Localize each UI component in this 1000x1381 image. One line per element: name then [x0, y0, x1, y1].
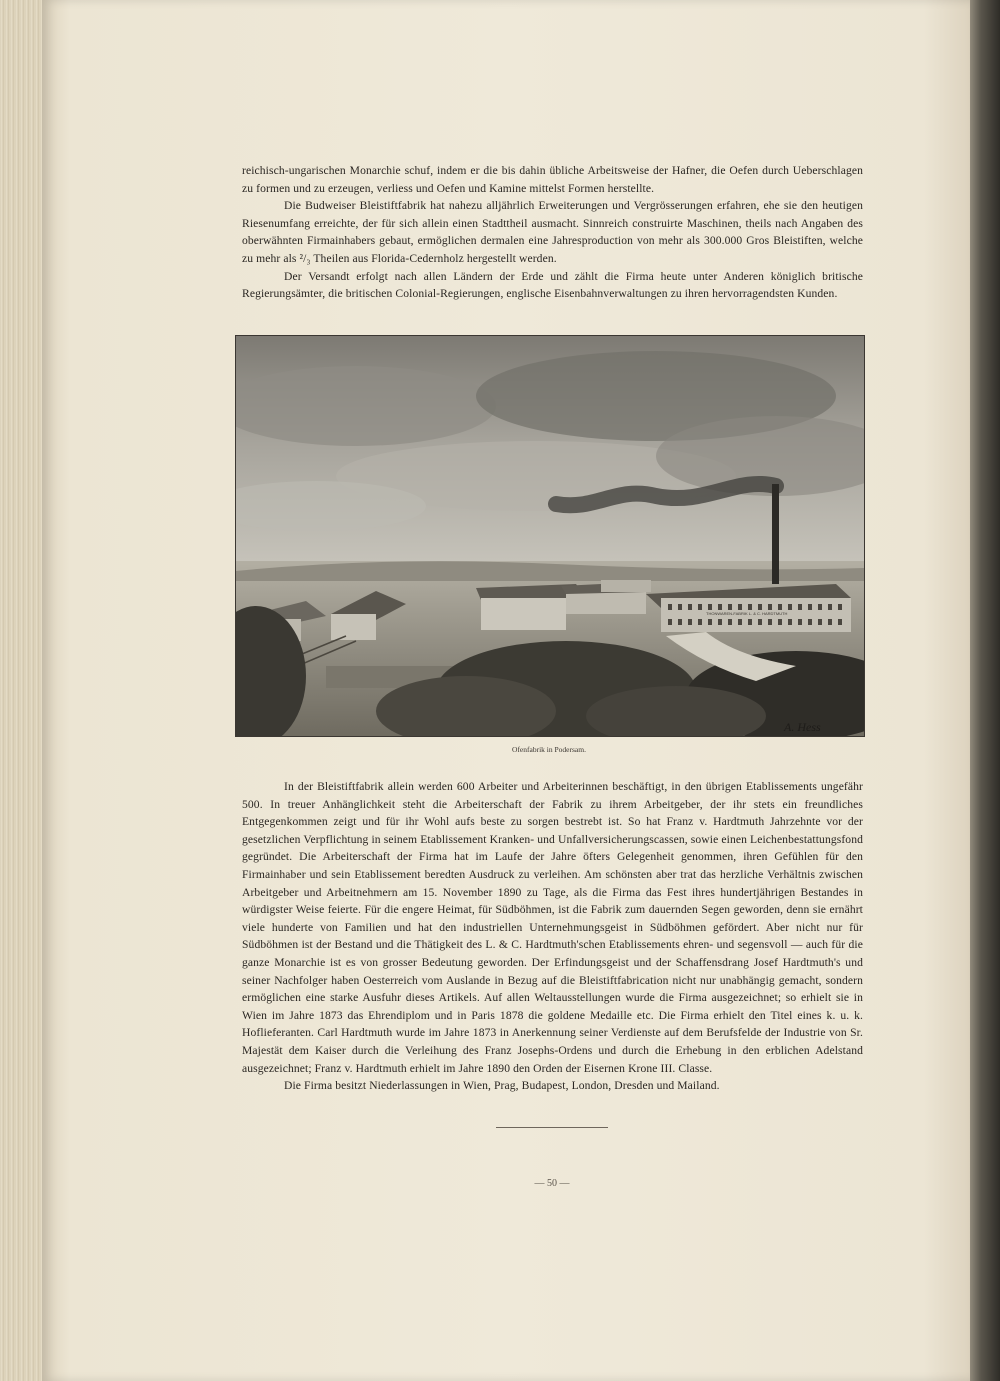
- page-number: — 50 —: [534, 1178, 570, 1189]
- top-text-block: [242, 162, 863, 303]
- building-sign: THONWAREN-FABRIK L. & C. HARDTMUTH: [706, 611, 788, 616]
- book-binding-edge: [968, 0, 1000, 1381]
- illustration-caption: Ofenfabrik in Podersam.: [512, 745, 586, 754]
- paragraph: reichisch-ungarischen Monarchie schuf, indem er die bis dahin übliche Arbeitsweise der Hafner, die Oefen durch Ueberschlagen zu formen und zu erzeugen, verliess und Oefen und Kamine mittelst Formen herstellte.: [242, 164, 863, 195]
- end-rule: [496, 1127, 608, 1128]
- book-page: [42, 0, 970, 1381]
- book-spine-page-edges: [0, 0, 42, 1381]
- factory-engraving: [236, 336, 864, 736]
- paragraph: In der Bleistiftfabrik allein werden 600 Arbeiter und Arbeiterinnen beschäftigt, in den übrigen Etablissements ungefähr 500. In treuer Anhänglichkeit steht die Arbeiterschaft der Fabrik zu ihrem Arbeitgeber, der ihr stets ein freundliches Entgegenkommen zeigt und für ihr Wohl aufs beste zu sorgen bestrebt ist. So hat Franz v. Hardtmuth Jahrzehnte vor der gesetzlichen Verpflichtung in seinem Etablissement Kranken- und Unfallversicherungscassen, sowie einen Leichenbestattungsfond gegründet. Die Arbeiterschaft der Firma hat im Laufe der Jahre öfters Gelegenheit genommen, ihren Gefühlen für den Firmainhaber und sein Etablissement beredten Ausdruck zu verleihen. Am schönsten aber trat das herzliche Verhältnis zwischen Arbeitgeber und Arbeitnehmern am 15. November 1890 zu Tage, als die Firma das Fest ihres hundertjährigen Bestandes in würdigster Weise feierte. Für die engere Heimat, für Südböhmen, ist die Fabrik zum dauernden Segen geworden, denn sie ernährt viele hunderte von Familien und hat den industriellen Unternehmungsgeist in Südböhmen gefördert. Aber nicht nur für Südböhmen ist der Bestand und die Thätigkeit des L. & C. Hardtmuth'schen Etablissements ehren- und segensvoll — auch für die ganze Monarchie ist es von grosser Bedeutung geworden. Der Erfindungsgeist und der Schaffensdrang Josef Hardtmuth's und seiner Nachfolger haben Oesterreich vom Auslande in Bezug auf die Bleistiftfabrication nicht nur unabhängig gemacht, sondern ermöglichen eine starke Ausfuhr dieses Artikels. Auf allen Weltausstellungen wurde die Firma ausgezeichnet; so erhielt sie in Wien im Jahre 1873 das Ehrendiplom und in Paris 1878 die goldene Medaille etc. Die Firma erhielt den Titel eines k. u. k. Hoflieferanten. Carl Hardtmuth wurde im Jahre 1873 in Anerkennung seiner Verdienste auf dem Berufsfelde der Industrie von Sr. Majestät dem Kaiser durch die Verleihung des Franz Josephs-Ordens und durch die Erhebung in den erblichen Adelstand ausgezeichnet; Franz v. Hardtmuth erhielt im Jahre 1890 den Orden der Eisernen Krone III. Classe.: [242, 780, 863, 1075]
- paragraph: Der Versandt erfolgt nach allen Ländern der Erde und zählt die Firma heute unter Anderen königlich britische Regierungsämter, die britischen Colonial-Regierungen, englische Eisenbahnverwaltungen zu ihren hervorragendsten Kunden.: [242, 269, 863, 301]
- paragraph: Die Firma besitzt Niederlassungen in Wien, Prag, Budapest, London, Dresden und Mailand.: [284, 1079, 720, 1093]
- factory-illustration: [235, 335, 865, 737]
- artist-signature: A. Hess: [784, 720, 821, 734]
- paragraph: Die Budweiser Bleistiftfabrik hat nahezu alljährlich Erweiterungen und Vergrösserungen erfahren, ehe sie den heutigen Riesenumfang erreichte, der für sich allein einen Stadttheil ausmacht. Sinnreich construirte Maschinen, theils nach Angaben des oberwähnten Firmainhabers gebaut, ermöglichen dermalen eine Jahresproduction von mehr als 300.000 Gros Bleistiften, welche zu mehr als ²/₃ Theilen aus Florida-Cedernholz hergestellt werden.: [242, 199, 863, 265]
- bottom-text-block: [242, 778, 863, 1095]
